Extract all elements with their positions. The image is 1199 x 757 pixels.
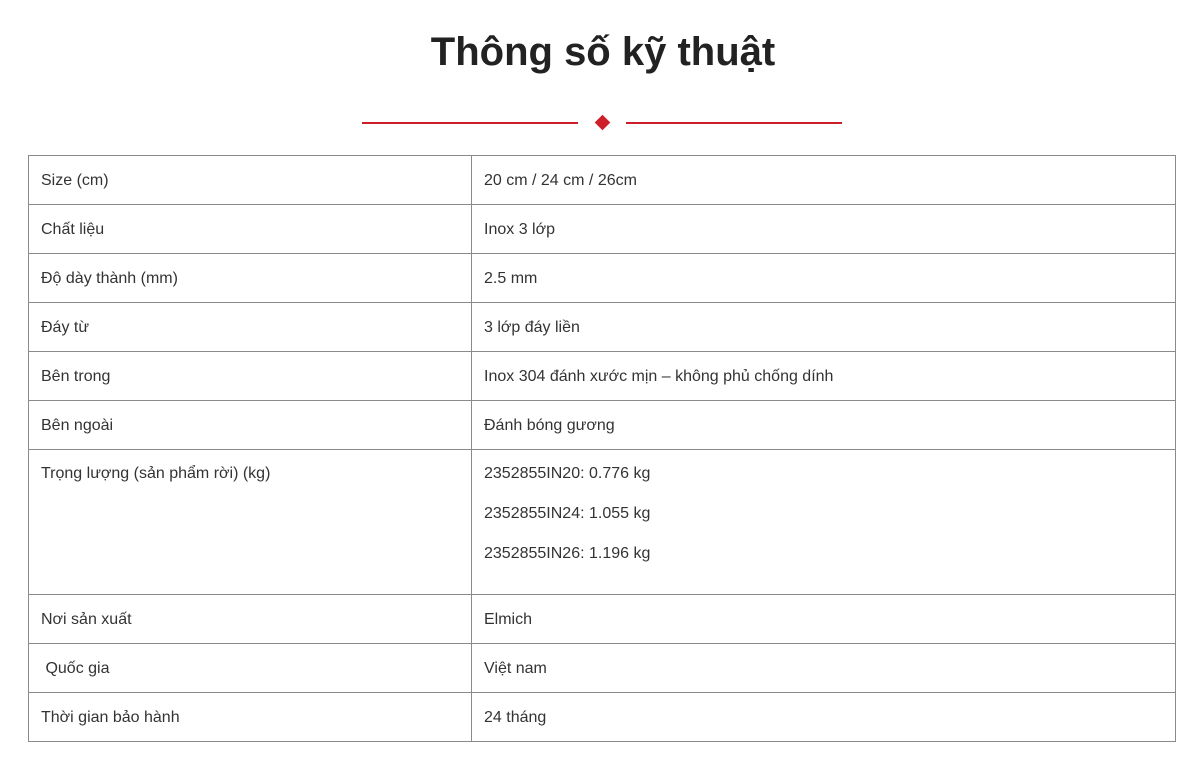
title-divider [362,114,842,132]
spec-value-inside: Inox 304 đánh xước mịn – không phủ chống dính [472,352,1176,401]
table-row [29,156,1176,205]
spec-label-manufacturer: Nơi sản xuất [29,595,472,644]
spec-value-thickness: 2.5 mm [472,254,1176,303]
spec-value-size: 20 cm / 24 cm / 26cm [472,156,1176,205]
spec-value-country: Việt nam [472,644,1176,693]
spec-label-size: Size (cm) [29,156,472,205]
spec-label-thickness: Độ dày thành (mm) [29,254,472,303]
spec-value-material: Inox 3 lớp [472,205,1176,254]
spec-label-warranty: Thời gian bảo hành [29,693,472,742]
divider-line-left [362,122,578,124]
table-row [29,644,1176,693]
table-row [29,595,1176,644]
table-row [29,205,1176,254]
table-row [29,401,1176,450]
specs-table [28,155,1176,742]
spec-label-outside: Bên ngoài [29,401,472,450]
table-row [29,693,1176,742]
spec-value-magnetic-base: 3 lớp đáy liền [472,303,1176,352]
spec-value-weight [472,450,1176,595]
weight-line: 2352855IN24: 1.055 kg [484,505,651,522]
spec-value-manufacturer: Elmich [472,595,1176,644]
diamond-icon [595,115,611,131]
divider-line-right [626,122,842,124]
table-row [29,254,1176,303]
spec-label-inside: Bên trong [29,352,472,401]
spec-value-outside: Đánh bóng gương [472,401,1176,450]
weight-line: 2352855IN20: 0.776 kg [484,465,651,482]
spec-label-weight: Trọng lượng (sản phẩm rời) (kg) [29,450,472,595]
page-title: Thông số kỹ thuật [430,30,776,74]
spec-label-magnetic-base: Đáy từ [29,303,472,352]
spec-label-material: Chất liệu [29,205,472,254]
spec-value-warranty: 24 tháng [472,693,1176,742]
table-row [29,450,1176,595]
table-row [29,303,1176,352]
spec-label-country: Quốc gia [29,644,472,693]
table-row [29,352,1176,401]
weight-line: 2352855IN26: 1.196 kg [484,545,651,562]
